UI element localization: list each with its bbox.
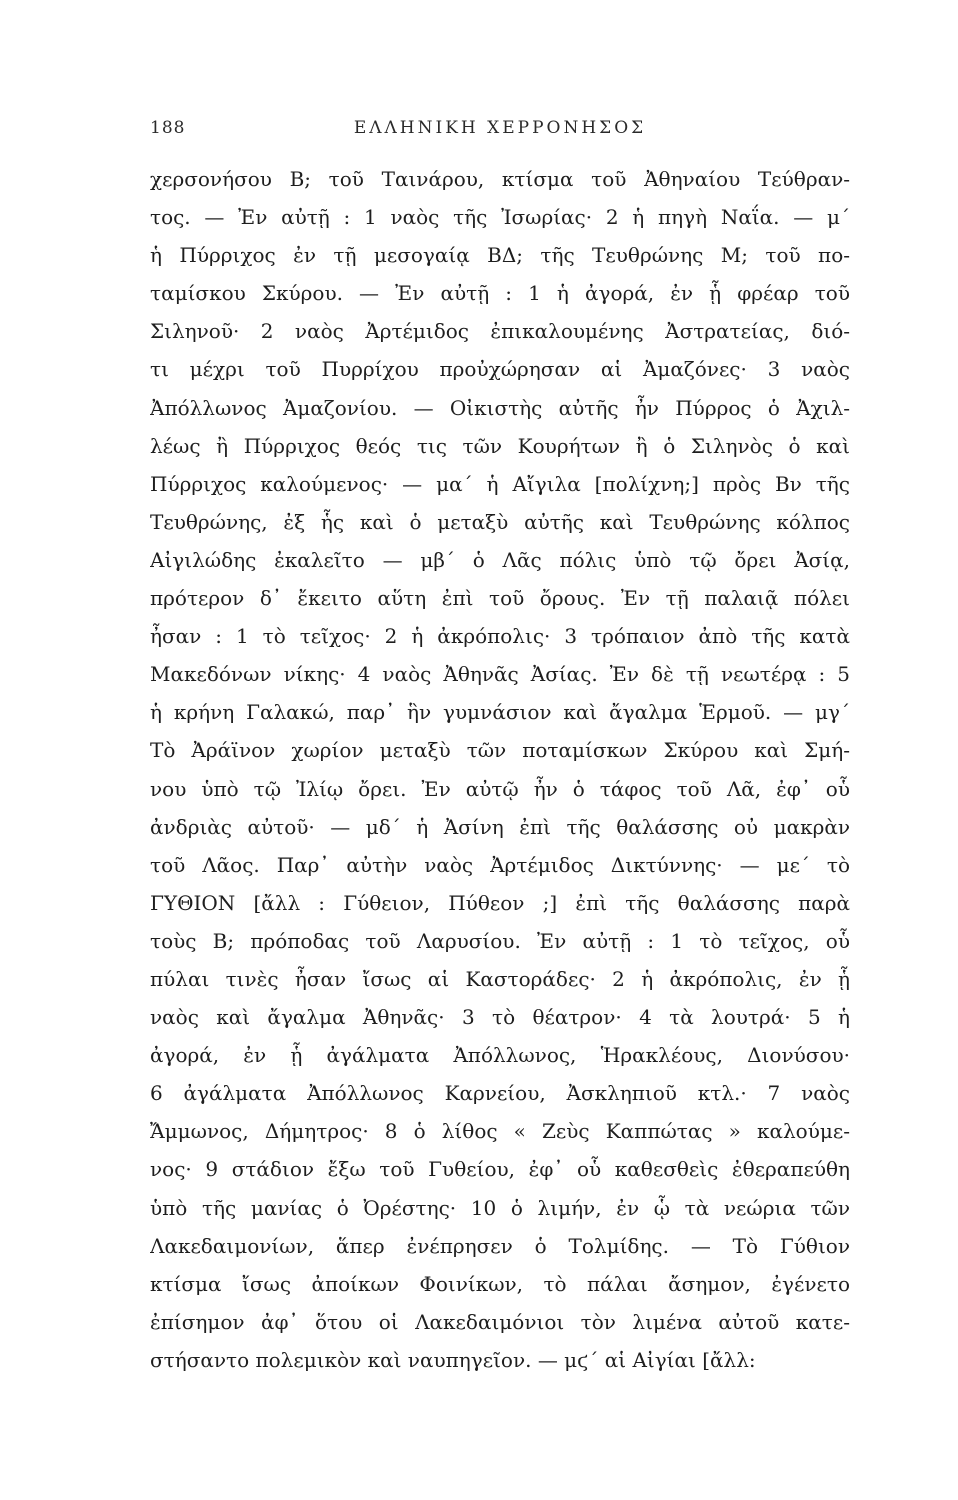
text-line: στήσαντο πολεμικὸν καὶ ναυπηγεῖον. — μϛ´ αἱ Αἰγίαι [ἄλλ:	[150, 1347, 756, 1372]
text-line: νος· 9 στάδιον ἔξω τοῦ Γυθείου, ἐφ᾽ οὗ καθεσθεὶς ἐθεραπεύθη	[150, 1157, 850, 1182]
text-line: κτίσμα ἴσως ἀποίκων Φοινίκων, τὸ πάλαι ἄσημον, ἐγένετο	[150, 1271, 850, 1296]
text-line: νου ὑπὸ τῷ Ἰλίῳ ὄρει. Ἐν αὐτῷ ἦν ὁ τάφος τοῦ Λᾶ, ἐφ᾽ οὗ	[150, 776, 850, 801]
text-line: ναὸς καὶ ἄγαλμα Ἀθηνᾶς· 3 τὸ θέατρον· 4 τὰ λουτρά· 5 ἡ	[150, 1005, 850, 1030]
text-line: πρότερον δ᾽ ἔκειτο αὕτη ἐπὶ τοῦ ὄρους. Ἐν τῇ παλαιᾷ πόλει	[150, 586, 850, 611]
text-line: ἦσαν : 1 τὸ τεῖχος· 2 ἡ ἀκρόπολις· 3 τρόπαιον ἀπὸ τῆς κατὰ	[150, 624, 850, 649]
text-line: 6 ἀγάλματα Ἀπόλλωνος Καρνείου, Ἀσκληπιοῦ κτλ.· 7 ναὸς	[150, 1081, 850, 1106]
text-line: ΓΥΘΙΟΝ [ἄλλ : Γύθειον, Πύθεον ;] ἐπὶ τῆς θαλάσσης παρὰ	[150, 890, 850, 915]
text-line: Ἀπόλλωνος Ἀμαζονίου. — Οἰκιστὴς αὐτῆς ἦν Πύρρος ὁ Ἀχιλ-	[150, 395, 850, 420]
text-line: Πύρριχος καλούμενος· — μα´ ἡ Αἴγιλα [πολίχνη;] πρὸς Βν τῆς	[150, 471, 850, 496]
page-number: 188	[150, 118, 186, 138]
running-head	[150, 118, 850, 148]
text-line: τι μέχρι τοῦ Πυρρίχου προὐχώρησαν αἱ Ἀμαζόνες· 3 ναὸς	[150, 357, 850, 382]
text-line: τοῦ Λᾶος. Παρ᾽ αὐτὴν ναὸς Ἀρτέμιδος Δικτύννης· — με´ τὸ	[150, 852, 850, 877]
text-line: Μακεδόνων νίκης· 4 ναὸς Ἀθηνᾶς Ἀσίας. Ἐν δὲ τῇ νεωτέρᾳ : 5	[150, 662, 850, 687]
text-line: Σιληνοῦ· 2 ναὸς Ἀρτέμιδος ἐπικαλουμένης Ἀστρατείας, διό-	[150, 319, 850, 344]
text-line: ἀγορά, ἐν ᾗ ἀγάλματα Ἀπόλλωνος, Ἡρακλέους, Διονύσου·	[150, 1043, 850, 1068]
text-line: χερσονήσου Β; τοῦ Ταινάρου, κτίσμα τοῦ Ἀθηναίου Τεύθραν-	[150, 167, 850, 191]
text-line: ὑπὸ τῆς μανίας ὁ Ὀρέστης· 10 ὁ λιμήν, ἐν ᾧ τὰ νεώρια τῶν	[150, 1195, 850, 1220]
text-line: ἐπίσημον ἀφ᾽ ὅτου οἱ Λακεδαιμόνιοι τὸν λιμένα αὐτοῦ κατε-	[150, 1309, 850, 1334]
text-line: Τευθρώνης, ἐξ ἧς καὶ ὁ μεταξὺ αὐτῆς καὶ Τευθρώνης κόλπος	[150, 509, 850, 534]
text-line: ταμίσκου Σκύρου. — Ἐν αὐτῇ : 1 ἡ ἀγορά, ἐν ᾗ φρέαρ τοῦ	[150, 281, 850, 306]
text-line: Τὸ Ἀράϊνον χωρίον μεταξὺ τῶν ποταμίσκων Σκύρου καὶ Σμή-	[150, 738, 850, 763]
text-line: Ἄμμωνος, Δήμητρος· 8 ὁ λίθος « Ζεὺς Καππώτας » καλούμε-	[150, 1119, 850, 1144]
text-line: ἀνδριὰς αὐτοῦ· — μδ´ ἡ Ἀσίνη ἐπὶ τῆς θαλάσσης οὐ μακρὰν	[150, 814, 850, 839]
text-line: Λακεδαιμονίων, ἅπερ ἐνέπρησεν ὁ Τολμίδης. — Τὸ Γύθιον	[150, 1233, 850, 1258]
text-line: Αἰγιλώδης ἐκαλεῖτο — μβ´ ὁ Λᾶς πόλις ὑπὸ τῷ ὄρει Ἀσίᾳ,	[150, 547, 850, 572]
body-text	[150, 160, 850, 1379]
text-line: τοὺς Β; πρόποδας τοῦ Λαρυσίου. Ἐν αὐτῇ : 1 τὸ τεῖχος, οὗ	[150, 928, 850, 953]
text-line: τος. — Ἐν αὐτῇ : 1 ναὸς τῆς Ἰσωρίας· 2 ἡ πηγὴ Ναΐα. — μ´	[150, 205, 850, 230]
text-line: λέως ἢ Πύρριχος θεός τις τῶν Κουρήτων ἢ ὁ Σιληνὸς ὁ καὶ	[150, 433, 850, 458]
running-title: ΕΛΛΗΝΙΚΗ ΧΕΡΡΟΝΗΣΟΣ	[353, 118, 647, 138]
text-line: ἡ κρήνη Γαλακώ, παρ᾽ ἣν γυμνάσιον καὶ ἄγαλμα Ἑρμοῦ. — μγ´	[150, 700, 850, 725]
text-line: πύλαι τινὲς ἦσαν ἴσως αἱ Καστοράδες· 2 ἡ ἀκρόπολις, ἐν ᾗ	[150, 966, 850, 991]
text-line: ἡ Πύρριχος ἐν τῇ μεσογαίᾳ ΒΔ; τῆς Τευθρώνης Μ; τοῦ πο-	[150, 243, 850, 268]
